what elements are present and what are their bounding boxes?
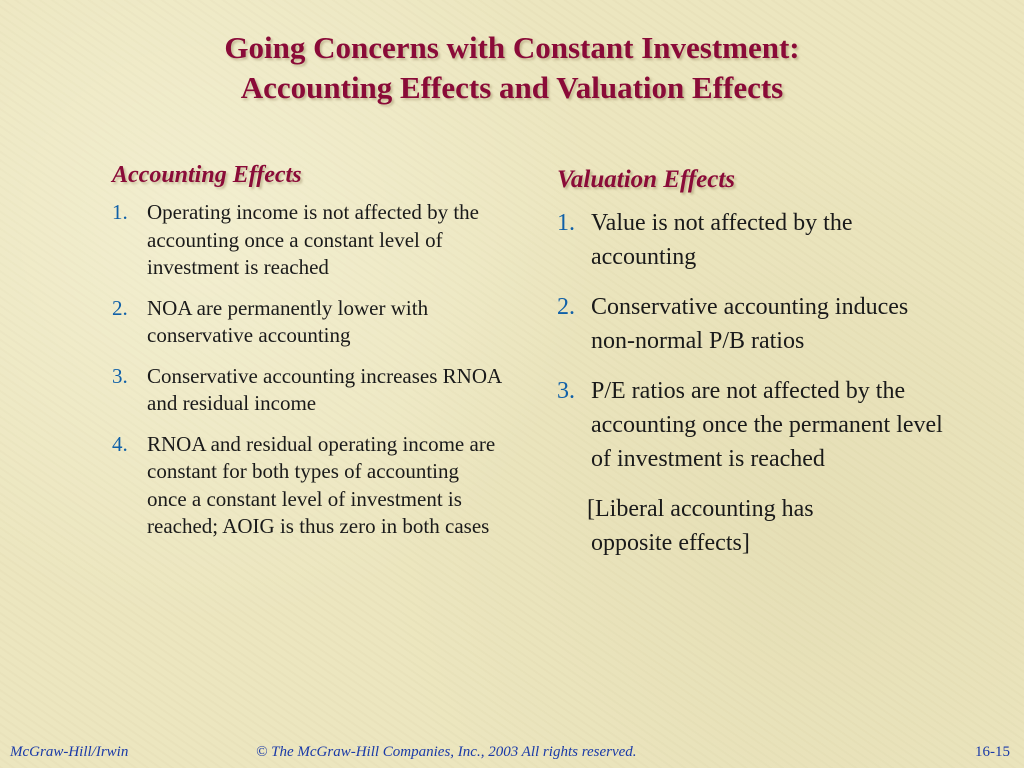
list-number: 4. [112, 431, 128, 456]
list-item [112, 431, 502, 541]
list-item [557, 290, 957, 358]
list-item-text: RNOA and residual operating income are constant for both types of accounting once a constant level of investment is reached; AOIG is thus zero in both cases [147, 431, 496, 538]
list-item-text: Conservative accounting increases RNOA and residual income [147, 363, 501, 415]
list-item-text: P/E ratios are not affected by the accounting once the permanent level of investment is reached [591, 378, 943, 472]
liberal-accounting-note [557, 492, 957, 560]
list-number: 2. [557, 294, 575, 320]
note-line-2: opposite effects] [591, 530, 750, 556]
list-number: 2. [112, 295, 128, 320]
list-number: 1. [112, 200, 128, 224]
footer-copyright: © The McGraw-Hill Companies, Inc., 2003 All rights reserved. [256, 744, 637, 760]
slide-title-line-1: Going Concerns with Constant Investment: [224, 30, 800, 65]
valuation-effects-list [557, 206, 957, 476]
list-item [557, 206, 957, 274]
valuation-effects-heading: Valuation Effects [557, 166, 736, 193]
footer-page-number: 16-15 [975, 744, 1010, 760]
list-item-text: Value is not affected by the accounting [591, 210, 853, 270]
accounting-effects-column [112, 162, 502, 554]
accounting-effects-heading: Accounting Effects [112, 162, 302, 188]
list-number: 1. [557, 210, 575, 236]
list-number: 3. [112, 363, 128, 388]
valuation-effects-column [557, 166, 957, 560]
slide-title-line-2: Accounting Effects and Valuation Effects [240, 70, 784, 105]
list-item [112, 199, 502, 282]
footer-publisher: McGraw-Hill/Irwin [10, 744, 129, 760]
list-item-text: NOA are permanently lower with conservative accounting [147, 295, 429, 347]
list-number: 3. [557, 378, 575, 404]
accounting-effects-list [112, 199, 502, 541]
list-item-text: Operating income is not affected by the accounting once a constant level of investment is reached [147, 200, 480, 279]
slide-title [0, 28, 1024, 108]
list-item-text: Conservative accounting induces non-normal P/B ratios [591, 294, 909, 354]
list-item [112, 295, 502, 350]
list-item [557, 374, 957, 476]
list-item [112, 363, 502, 418]
note-line-1: [Liberal accounting has [587, 496, 814, 522]
